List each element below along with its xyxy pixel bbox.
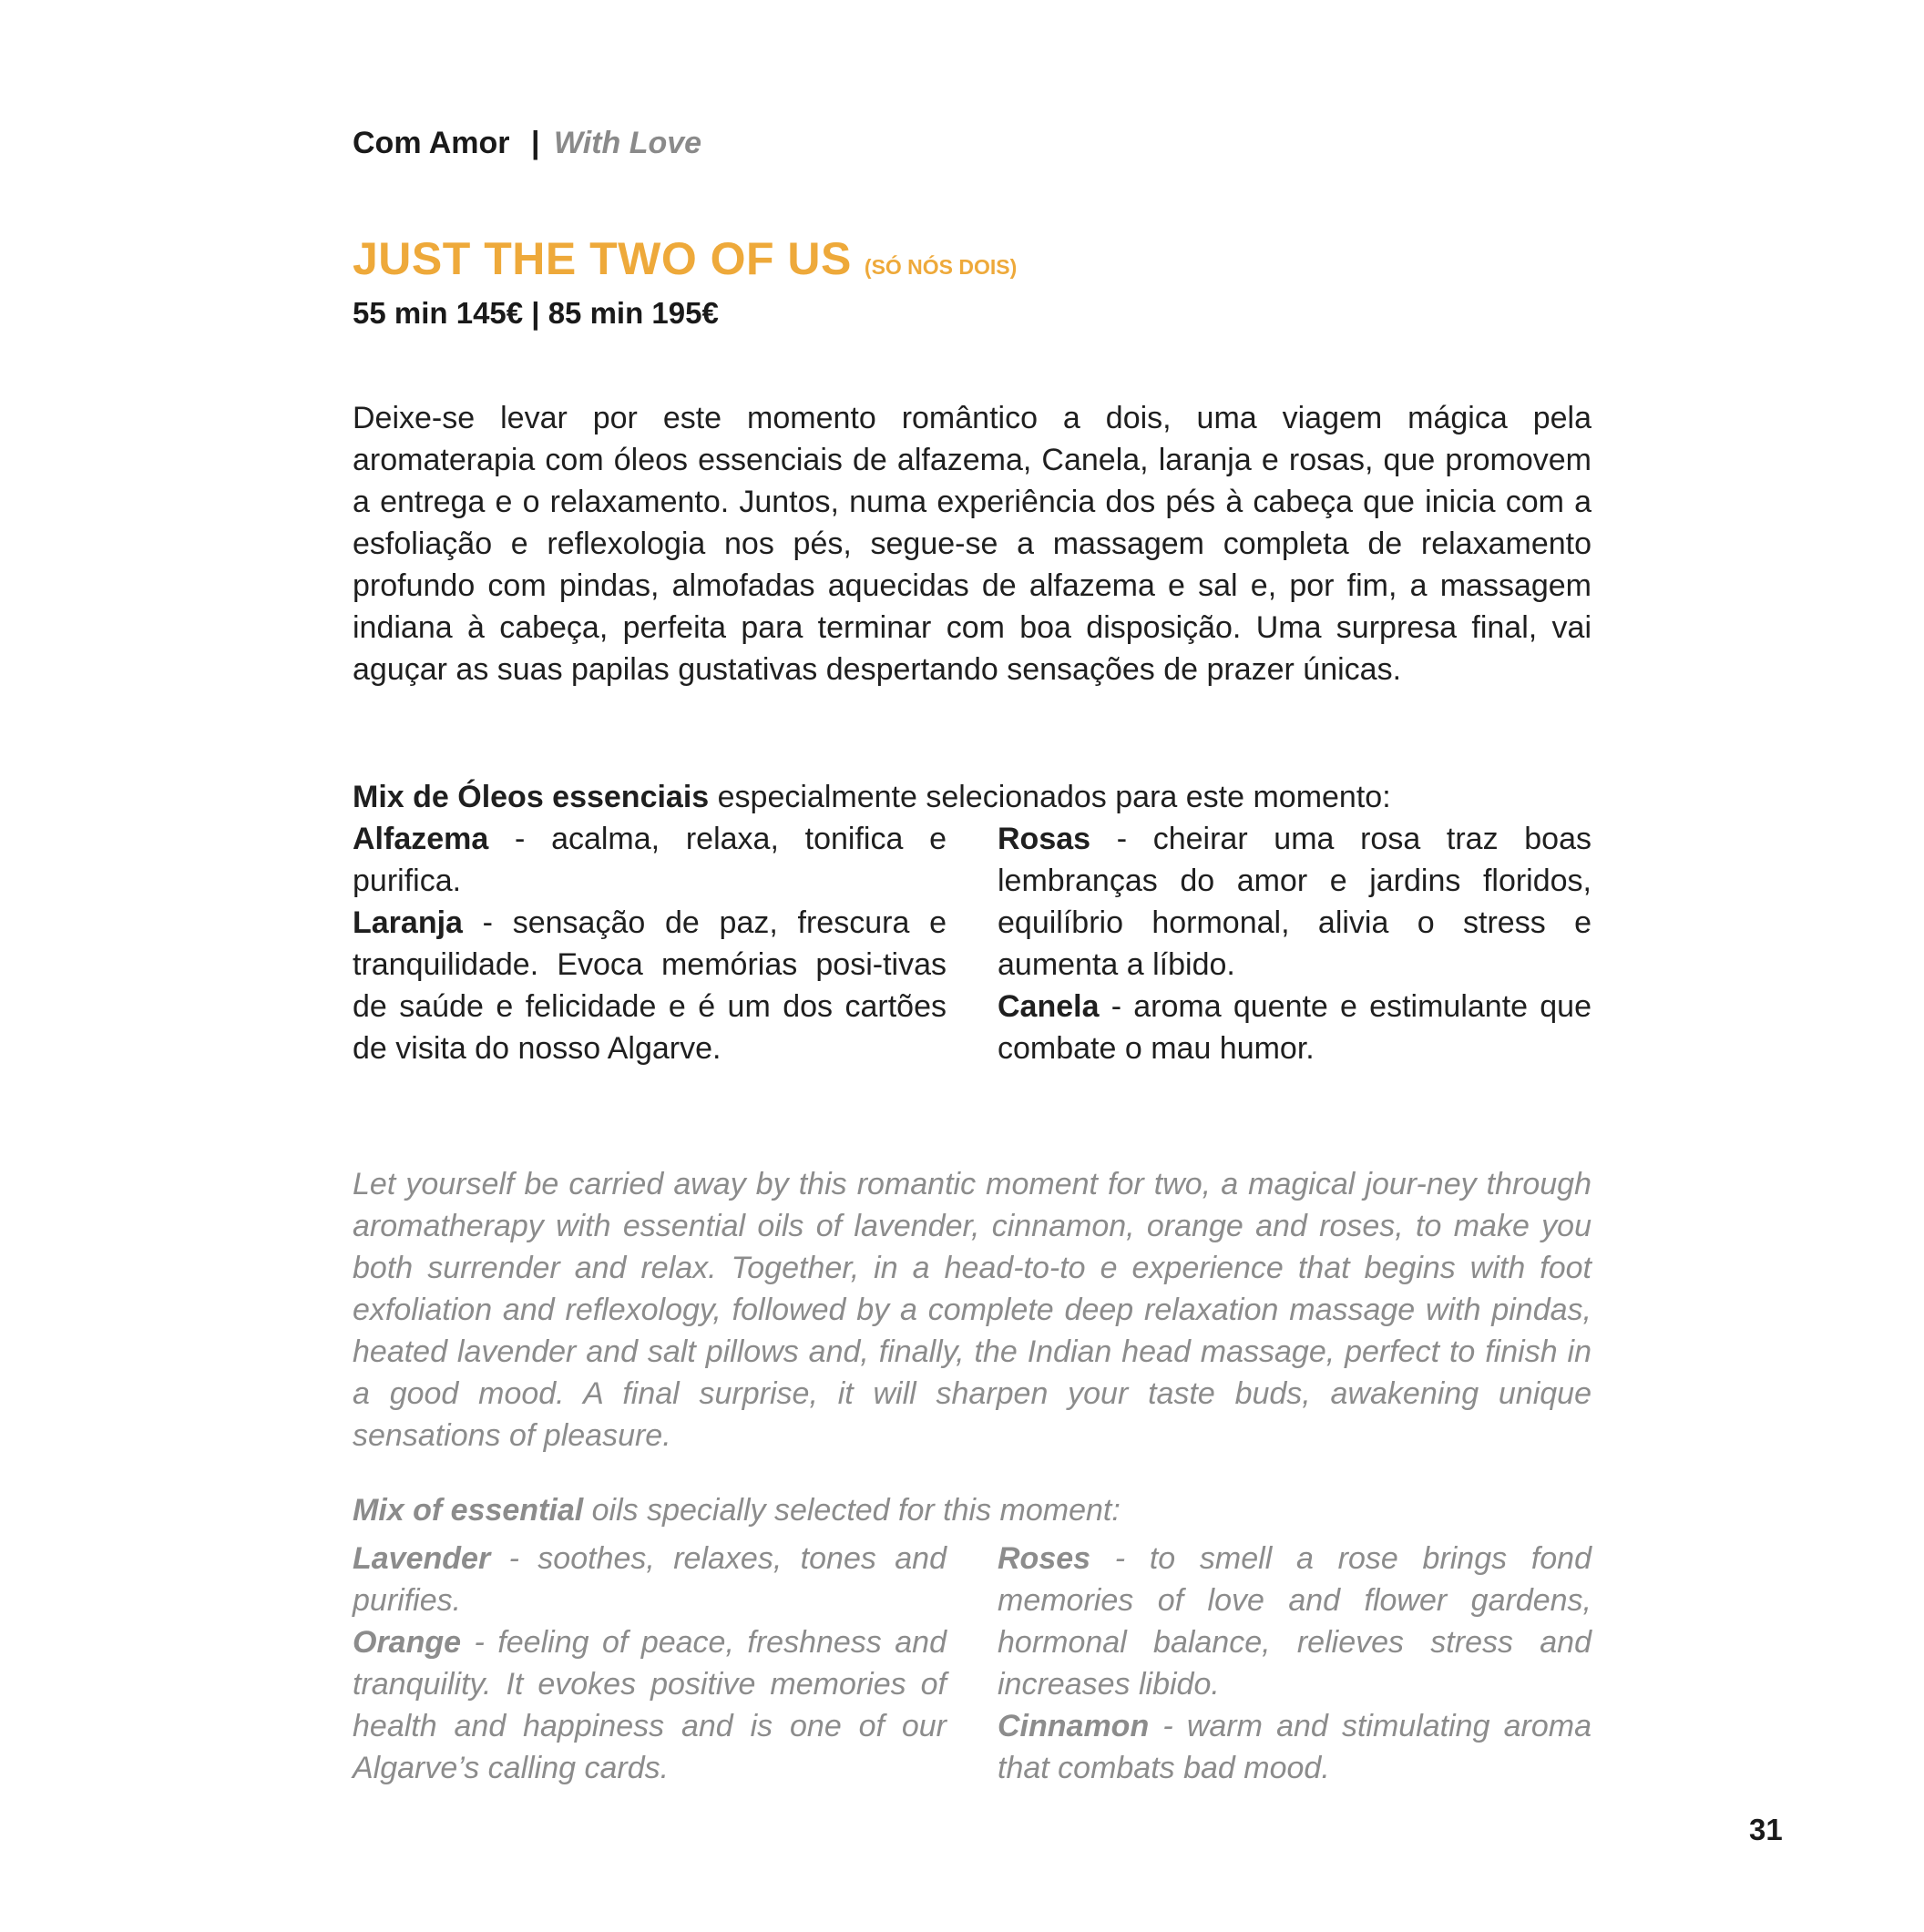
en-mix-rest: oils specially selected for this moment:	[583, 1493, 1121, 1528]
oil-item	[998, 818, 1591, 986]
title-main: JUST THE TWO OF US	[353, 233, 852, 284]
oil-desc: - cheirar uma rosa traz boas lembranças do amor e jardins floridos, equilíbrio hormonal, alivia o stress e aumenta a líbido.	[998, 822, 1591, 982]
en-oils-columns	[353, 1538, 1591, 1789]
en-mix-bold: Mix of essential	[353, 1493, 584, 1528]
pt-oils-right-column	[998, 818, 1591, 1069]
header-en: With Love	[553, 126, 702, 160]
title-sub: (SÓ NÓS DOIS)	[864, 255, 1018, 279]
oil-item	[353, 1621, 947, 1789]
oil-desc: - soothes, relaxes, tones and purifies.	[353, 1541, 947, 1618]
pt-intro-paragraph: Deixe-se levar por este momento romântico a dois, uma viagem mágica pela aromaterapia com óleos essenciais de alfazema, Canela, laranja e rosas, que promovem a entrega e o relaxamento. Juntos, numa experiência dos pés à cabeça que inicia com a esfoliação e reflexologia nos pés, segue-se a massagem completa de relaxamento profundo com pindas, almofadas aquecidas de alfazema e sal e, por fim, a massagem indiana à cabeça, perfeita para terminar com boa disposição. Uma surpresa final, vai aguçar as suas papilas gustativas despertando sensações de prazer únicas.	[353, 401, 1591, 687]
oil-name: Laranja	[353, 905, 463, 940]
oil-name: Lavender	[353, 1541, 491, 1576]
pt-mix-heading	[353, 776, 1591, 818]
pt-mix-bold: Mix de Óleos essenciais	[353, 780, 710, 814]
oil-item	[353, 1538, 947, 1621]
oil-name: Canela	[998, 989, 1100, 1024]
en-mix-heading	[353, 1489, 1591, 1531]
oil-desc: - to smell a rose brings fond memories of love and flower gardens, hormonal balance, relieves stress and increases libido.	[998, 1541, 1591, 1702]
en-intro-paragraph: Let yourself be carried away by this romantic moment for two, a magical jour-ney through aromatherapy with essential oils of lavender, cinnamon, orange and roses, to make you both surrender and relax. Together, in a head-to-to e experience that begins with foot exfoliation and reflexology, followed by a complete deep relaxation massage with pindas, heated lavender and salt pillows and, finally, the Indian head massage, perfect to finish in a good mood. A final surprise, it will sharpen your taste buds, awakening unique sensations of pleasure.	[353, 1167, 1591, 1453]
page-number: 31	[1749, 1813, 1783, 1846]
oil-item	[353, 902, 947, 1069]
oil-item	[998, 986, 1591, 1069]
header-separator: |	[530, 126, 540, 160]
oil-item	[998, 1705, 1591, 1789]
price-line: 55 min 145€ | 85 min 195€	[353, 296, 719, 330]
pt-mix-rest: especialmente selecionados para este momento:	[709, 780, 1391, 814]
oil-desc: - warm and stimulating aroma that combats bad mood.	[998, 1709, 1591, 1785]
oil-desc: - feeling of peace, freshness and tranquility. It evokes positive memories of health and happiness and is one of our Algarve’s calling cards.	[353, 1625, 947, 1785]
oil-name: Roses	[998, 1541, 1091, 1576]
en-oils-left-column	[353, 1538, 947, 1789]
oil-name: Orange	[353, 1625, 462, 1660]
header-pt: Com Amor	[353, 126, 510, 160]
treatment-title	[353, 232, 1017, 285]
pt-oils-columns	[353, 818, 1591, 1069]
oil-desc: - acalma, relaxa, tonifica e purifica.	[353, 822, 947, 898]
oil-item	[998, 1538, 1591, 1705]
pt-oils-left-column	[353, 818, 947, 1069]
en-oils-right-column	[998, 1538, 1591, 1789]
oil-name: Rosas	[998, 822, 1091, 856]
oil-desc: - aroma quente e estimulante que combate o mau humor.	[998, 989, 1591, 1066]
oil-item	[353, 818, 947, 902]
oil-name: Alfazema	[353, 822, 489, 856]
oil-desc: - sensação de paz, frescura e tranquilidade. Evoca memórias posi-tivas de saúde e felicidade e é um dos cartões de visita do nosso Algarve.	[353, 905, 947, 1066]
oil-name: Cinnamon	[998, 1709, 1150, 1743]
section-header	[353, 126, 701, 161]
